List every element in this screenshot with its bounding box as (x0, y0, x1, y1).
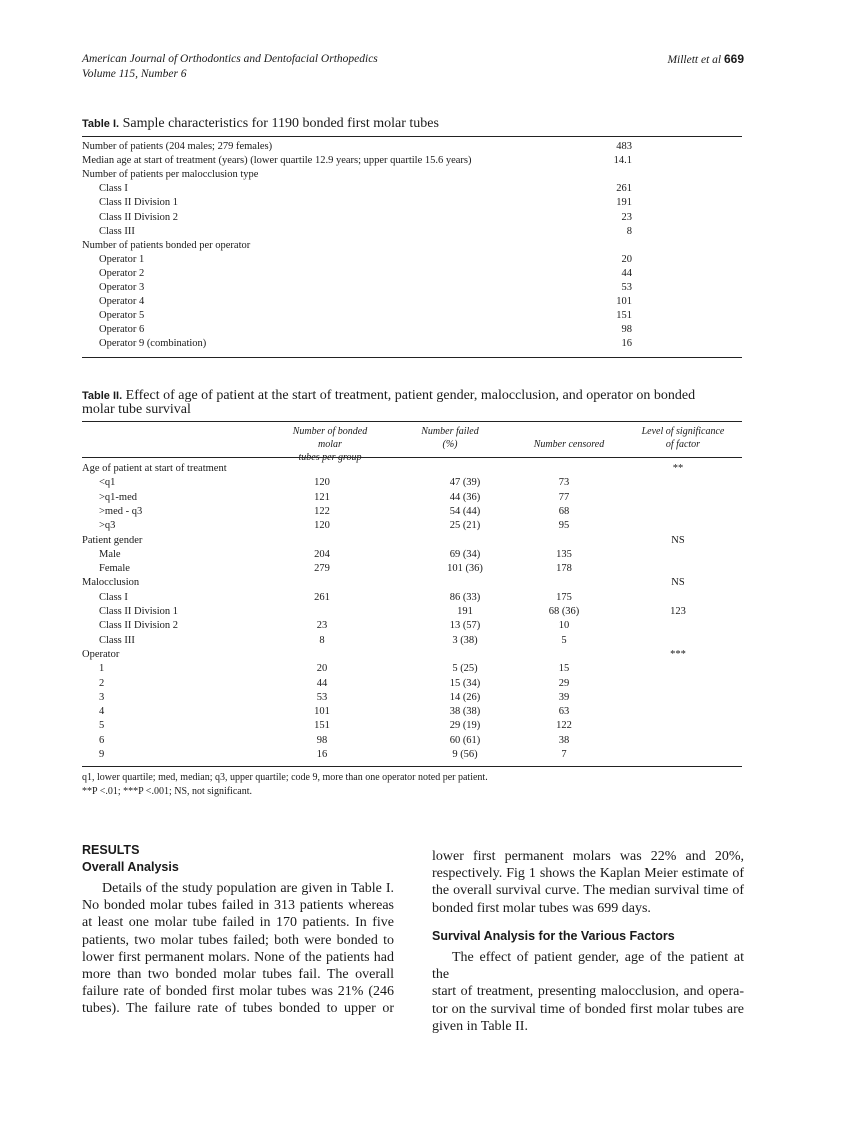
table2-cell-bonded: 121 (314, 491, 330, 503)
col-header-failed-line2: (%) (442, 439, 458, 450)
table2-cell-label: Male (99, 548, 121, 560)
table1-row (82, 154, 742, 168)
table1-caption-text: Sample characteristics for 1190 bonded first molar tubes (122, 116, 439, 131)
table1-row (82, 281, 742, 295)
table1-row-label: Class III (99, 225, 135, 237)
table1-row-label: Operator 4 (99, 296, 145, 308)
results-left-line: failure rate of bonded first molar tubes was 21% (246 (82, 984, 394, 1000)
table2-label: Table II. (82, 390, 123, 402)
table2-cell-significance: 123 (670, 606, 686, 617)
table2-cell-failed: 29 (19) (449, 720, 481, 732)
table2-cell-label: Class III (99, 634, 135, 646)
table1-row-label: Class I (99, 183, 128, 195)
results-right-1-line: lower first permanent molars was 22% and 20%, (432, 849, 744, 864)
table1-row-value: 14.1 (613, 155, 632, 167)
table2-cell-failed: 191 (457, 606, 473, 617)
table2-cell-bonded: 98 (316, 734, 328, 746)
table2-cell-failed: 69 (34) (449, 548, 481, 560)
table2-row (82, 562, 742, 576)
results-heading: RESULTS (82, 843, 140, 857)
table2-cell-label: 1 (99, 663, 105, 675)
table1-row (82, 140, 742, 154)
table2-cell-censored: 10 (558, 620, 570, 632)
table1-row-label: Median age at start of treatment (years) (lower quartile 12.9 years; upper quartile 15.6 years) (82, 155, 472, 167)
table2-row (82, 534, 742, 548)
table2-cell-censored: 29 (558, 677, 570, 689)
author-name: Millett et al (667, 54, 722, 66)
table2-row (82, 634, 742, 648)
table2-cell-failed: 5 (25) (452, 663, 478, 675)
table2-row (82, 548, 742, 562)
results-right-column-1 (432, 848, 744, 917)
table1-row (82, 323, 742, 337)
results-right-2-line: start of treatment, presenting malocclusion, and opera- (432, 984, 744, 1000)
table1-top-rule (82, 136, 742, 137)
survival-analysis-heading: Survival Analysis for the Various Factors (432, 929, 675, 943)
table2-cell-bonded: 204 (314, 548, 330, 560)
table2-cell-failed: 14 (26) (449, 691, 481, 703)
table2-cell-failed: 9 (56) (452, 749, 478, 760)
table2-cell-bonded: 23 (316, 620, 328, 632)
table2-cell-bonded: 122 (314, 505, 330, 517)
table2-cell-label: 3 (99, 691, 105, 703)
table2-cell-failed: 13 (57) (449, 620, 481, 632)
table2-cell-censored: 77 (558, 491, 570, 503)
table2-cell-failed: 47 (39) (449, 477, 481, 489)
table2-row (82, 619, 742, 633)
table1-row-label: Operator 5 (99, 310, 145, 322)
table2-cell-label: 5 (99, 720, 105, 732)
table2-row (82, 505, 742, 519)
table2-cell-label: Malocclusion (82, 577, 140, 589)
table2-row (82, 719, 742, 733)
table2-footnote-1: q1, lower quartile; med, median; q3, upper quartile; code 9, more than one operator noted per patient. (82, 772, 488, 783)
table2-cell-label: 6 (99, 734, 105, 746)
table2-cell-failed: 60 (61) (449, 734, 481, 746)
table2-cell-censored: 7 (561, 749, 567, 760)
table2-top-rule (82, 421, 742, 422)
table1-row (82, 295, 742, 309)
table2-footnote-2: **P <.01; ***P <.001; NS, not significant. (82, 786, 252, 797)
results-right-1-line: respectively. Fig 1 shows the Kaplan Meier estimate of (432, 866, 744, 882)
results-right-column-2 (432, 949, 744, 1035)
table1-caption (82, 117, 439, 131)
results-right-1-line: the overall survival curve. The median survival time of (432, 883, 744, 899)
table2-cell-censored: 15 (558, 663, 570, 675)
results-left-line: No bonded molar tubes failed in 313 patients whereas (82, 898, 394, 914)
table1-row-label: Class II Division 1 (99, 197, 179, 209)
table1-row-value: 53 (621, 282, 632, 293)
table2-cell-censored: 178 (556, 563, 572, 575)
col-header-sig-line1: Level of significance (641, 426, 725, 437)
table2-cell-failed: 86 (33) (449, 591, 481, 603)
table2-cell-failed: 54 (44) (449, 505, 481, 517)
journal-title: American Journal of Orthodontics and Dentofacial Orthopedics (82, 53, 378, 65)
table2-cell-label: Class II Division 2 (99, 620, 179, 632)
table1-row (82, 253, 742, 267)
table2-cell-label: 2 (99, 677, 105, 689)
table2-row (82, 576, 742, 590)
table2-row (82, 677, 742, 691)
table1-row-label: Operator 9 (combination) (99, 338, 207, 350)
table2-cell-bonded: 8 (319, 634, 325, 646)
table1-row-label: Number of patients bonded per operator (82, 239, 251, 251)
results-left-line: lower first permanent molars. None of the patients had (82, 949, 394, 965)
table2-cell-failed: 101 (36) (447, 563, 483, 575)
results-left-column (82, 880, 394, 1018)
table1-row-label: Operator 2 (99, 267, 145, 279)
table2-cell-bonded: 101 (314, 706, 330, 718)
table2-row (82, 491, 742, 505)
table2-cell-failed: 44 (36) (449, 491, 481, 503)
results-left-line: Details of the study population are given in Table I. (102, 881, 394, 896)
table1-row-value: 261 (616, 183, 632, 195)
table2-row (82, 519, 742, 533)
table2-cell-label: Class I (99, 591, 128, 603)
table2-cell-significance: ** (672, 463, 684, 474)
table1-row (82, 225, 742, 239)
table2-row (82, 691, 742, 705)
table2-cell-significance: *** (670, 648, 686, 660)
table1-row (82, 239, 742, 253)
table2-cell-label: 4 (99, 706, 105, 718)
table1-row-label: Number of patients (204 males; 279 females) (82, 141, 273, 152)
running-author (600, 52, 744, 68)
table1-row-value: 16 (621, 338, 632, 350)
page-number: 669 (723, 52, 744, 66)
table1-row (82, 211, 742, 225)
table2-cell-censored: 175 (556, 591, 572, 603)
table2-cell-failed: 3 (38) (452, 634, 478, 646)
table2-row (82, 462, 742, 476)
table1-row-label: Number of patients per malocclusion type (82, 169, 259, 181)
journal-volume: Volume 115, Number 6 (82, 68, 187, 80)
table2-caption-line1: Effect of age of patient at the start of treatment, patient gender, malocclusion, and operator on bonded (125, 388, 696, 403)
col-header-significance (628, 425, 738, 451)
table1-row (82, 337, 742, 351)
table2-cell-label: Female (99, 563, 130, 575)
table2-cell-significance: NS (671, 577, 685, 589)
overall-analysis-heading: Overall Analysis (82, 860, 179, 874)
table2-cell-bonded: 261 (314, 591, 330, 603)
table1-row-value: 23 (621, 211, 632, 223)
table2-cell-label: Operator (82, 648, 120, 660)
table1-label: Table I. (82, 118, 120, 130)
table2-cell-label: 9 (99, 749, 105, 760)
table2-cell-bonded: 20 (316, 663, 328, 675)
table2-cell-bonded: 44 (316, 677, 328, 689)
table2-row (82, 591, 742, 605)
table1-row-value: 101 (616, 296, 632, 308)
table1-bottom-rule (82, 357, 742, 358)
table2-cell-censored: 39 (558, 691, 570, 703)
table2-cell-label: >q1-med (99, 491, 137, 503)
table1-row (82, 196, 742, 210)
table2-cell-bonded: 16 (316, 749, 328, 760)
table2-cell-label: Age of patient at start of treatment (82, 463, 227, 474)
table2-cell-censored: 38 (558, 734, 570, 746)
table2-cell-bonded: 120 (314, 477, 330, 489)
table2-cell-label: >med - q3 (99, 505, 143, 517)
results-right-2-line: given in Table II. (432, 1018, 528, 1034)
col-header-bonded-line2: tubes per group (298, 452, 362, 463)
table2-header-rule (82, 457, 742, 458)
table2-cell-label: <q1 (99, 477, 116, 489)
table2-cell-label: Patient gender (82, 534, 143, 546)
table1-row (82, 182, 742, 196)
table2-row (82, 734, 742, 748)
table2-cell-failed: 38 (38) (449, 706, 481, 718)
table2-caption-line2: molar tube survival (82, 402, 191, 417)
table2-cell-censored: 135 (556, 548, 572, 560)
results-left-line: at least one molar tube failed in 170 patients. In five (82, 915, 394, 931)
table2-cell-label: Class II Division 1 (99, 606, 179, 617)
results-right-1-line: bonded first molar tubes was 699 days. (432, 900, 651, 916)
table2-cell-censored: 73 (558, 477, 570, 489)
col-header-failed (410, 425, 490, 451)
table2-row (82, 748, 742, 762)
col-header-sig-line2: of factor (665, 439, 701, 450)
table2-cell-bonded: 151 (314, 720, 330, 732)
table2-cell-censored: 68 (36) (548, 606, 580, 617)
table1-row-value: 8 (626, 225, 632, 237)
col-header-bonded (280, 425, 380, 464)
table1-row (82, 309, 742, 323)
results-left-line: more than two bonded molar tubes fail. The overall (82, 967, 394, 983)
table2-cell-significance: NS (671, 534, 685, 546)
table2-cell-label: >q3 (99, 520, 116, 532)
table2-cell-censored: 122 (556, 720, 572, 732)
table2-row (82, 648, 742, 662)
table2-cell-bonded: 120 (314, 520, 330, 532)
table1-row (82, 267, 742, 281)
results-right-2-line: tor on the survival time of bonded first molar tubes are (432, 1001, 744, 1017)
table1-row-value: 483 (616, 141, 632, 152)
table2-row (82, 705, 742, 719)
table2-row (82, 605, 742, 619)
table2-cell-censored: 95 (558, 520, 570, 532)
table1-row-value: 20 (621, 253, 632, 265)
results-right-2-line: The effect of patient gender, age of the patient at the (432, 950, 744, 983)
table1-row-value: 44 (621, 267, 632, 279)
table1-row-label: Operator 3 (99, 282, 145, 293)
results-left-line: patients, two molar tubes failed; both were bonded to (82, 932, 394, 948)
col-header-failed-line1: Number failed (421, 426, 479, 437)
col-header-censored: Number censored (533, 439, 605, 450)
col-header-bonded-line1: Number of bonded molar (292, 426, 368, 450)
table1-row-value: 98 (621, 324, 632, 336)
table1-row (82, 168, 742, 182)
table1-row-label: Operator 6 (99, 324, 145, 336)
table2-cell-censored: 5 (561, 634, 567, 646)
results-left-line: tubes). The failure rate of tubes bonded to upper or (82, 1001, 394, 1017)
table2-row (82, 662, 742, 676)
table2-caption (82, 389, 742, 417)
table2-row (82, 476, 742, 490)
table2-cell-bonded: 279 (314, 563, 330, 575)
table1-row-value: 151 (616, 310, 632, 322)
table1-row-value: 191 (616, 197, 632, 209)
table2-cell-failed: 15 (34) (449, 677, 481, 689)
table2-cell-failed: 25 (21) (449, 520, 481, 532)
table2-cell-censored: 63 (558, 706, 570, 718)
table2-bottom-rule (82, 766, 742, 767)
table1-row-label: Class II Division 2 (99, 211, 179, 223)
table1-row-label: Operator 1 (99, 253, 145, 265)
table2-cell-censored: 68 (558, 505, 570, 517)
table2-cell-bonded: 53 (316, 691, 328, 703)
